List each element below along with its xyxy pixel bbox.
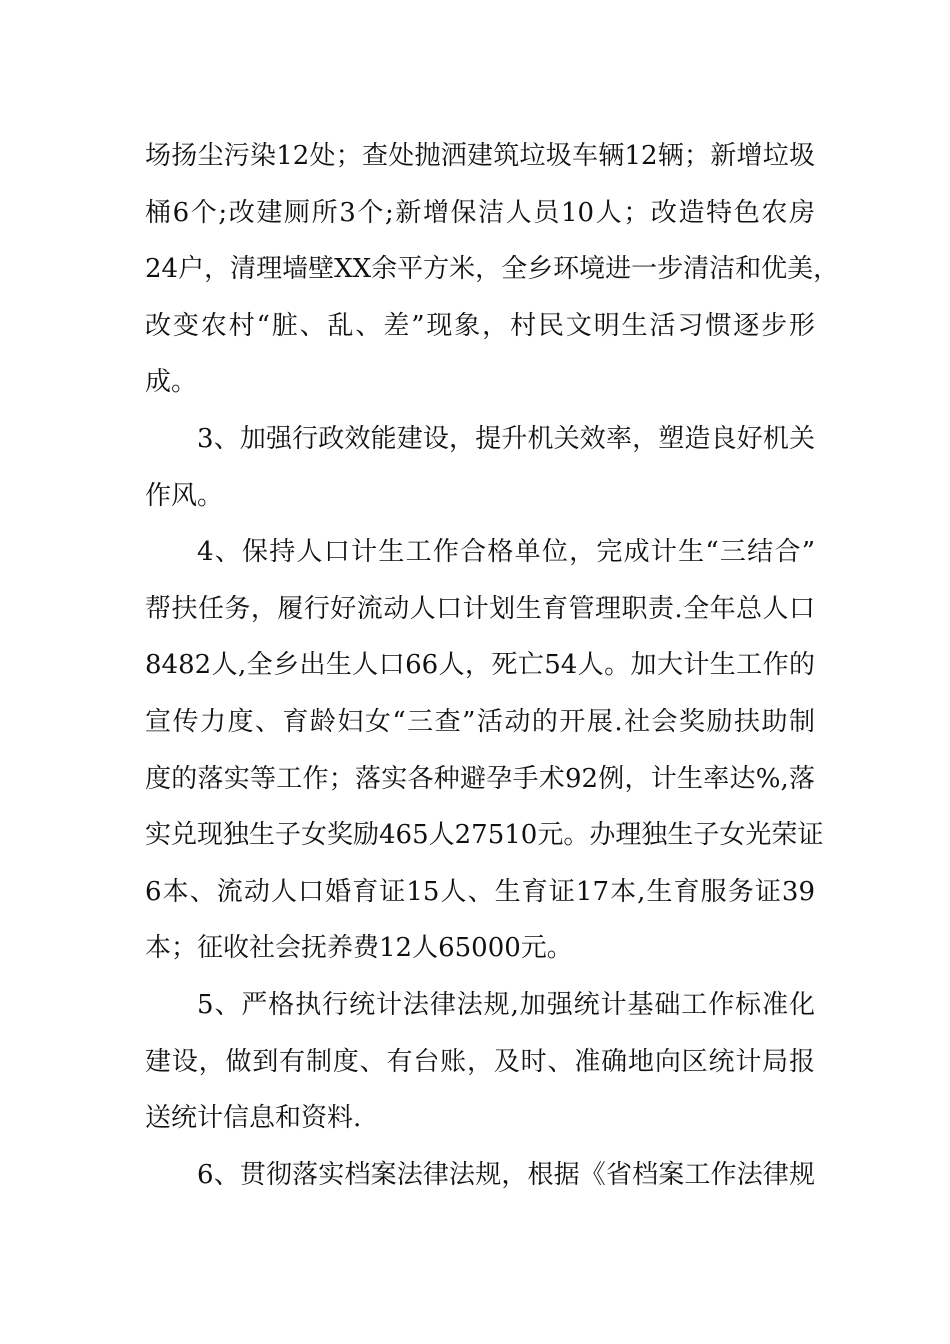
- text-line: 本；征收社会抚养费12人65000元。: [145, 933, 573, 964]
- paragraph-4-start: 4、保持人口计生工作合格单位，完成计生“三结合”: [197, 537, 815, 568]
- text-line: 宣传力度、育龄妇女“三查”活动的开展.社会奖励扶助制: [145, 706, 815, 737]
- text-line: 作风。: [145, 480, 224, 511]
- text-line: 场扬尘污染12处；查处抛洒建筑垃圾车辆12辆；新增垃圾: [145, 141, 815, 171]
- text-line: 度的落实等工作；落实各种避孕手术92例，计生率达%,落: [145, 763, 815, 794]
- text-line: 8482人,全乡出生人口66人，死亡54人。加大计生工作的: [145, 650, 815, 681]
- text-line: 帮扶任务，履行好流动人口计划生育管理职责.全年总人口: [145, 593, 815, 624]
- text-line: 建设，做到有制度、有台账，及时、准确地向区统计局报: [145, 1046, 815, 1077]
- text-line: 24户，清理墙壁XX余平方米，全乡环境进一步清洁和优美，: [145, 254, 840, 285]
- text-line: 6本、流动人口婚育证15人、生育证17本,生育服务证39: [145, 876, 815, 907]
- text-line: 送统计信息和资料.: [145, 1103, 362, 1134]
- document-body: [145, 128, 840, 1203]
- paragraph-3-start: 3、加强行政效能建设，提升机关效率，塑造良好机关: [197, 423, 815, 454]
- text-line: 桶6个;改建厕所3个;新增保洁人员10人；改造特色农房: [145, 197, 815, 228]
- paragraph-5-start: 5、严格执行统计法律法规,加强统计基础工作标准化: [197, 989, 815, 1020]
- text-line: 成。: [145, 367, 198, 398]
- text-line: 实兑现独生子女奖励465人27510元。办理独生子女光荣证: [145, 820, 824, 851]
- paragraph-6-start: 6、贯彻落实档案法律法规，根据《省档案工作法律规: [197, 1159, 815, 1190]
- text-line: 改变农村“脏、乱、差”现象，村民文明生活习惯逐步形: [145, 310, 815, 341]
